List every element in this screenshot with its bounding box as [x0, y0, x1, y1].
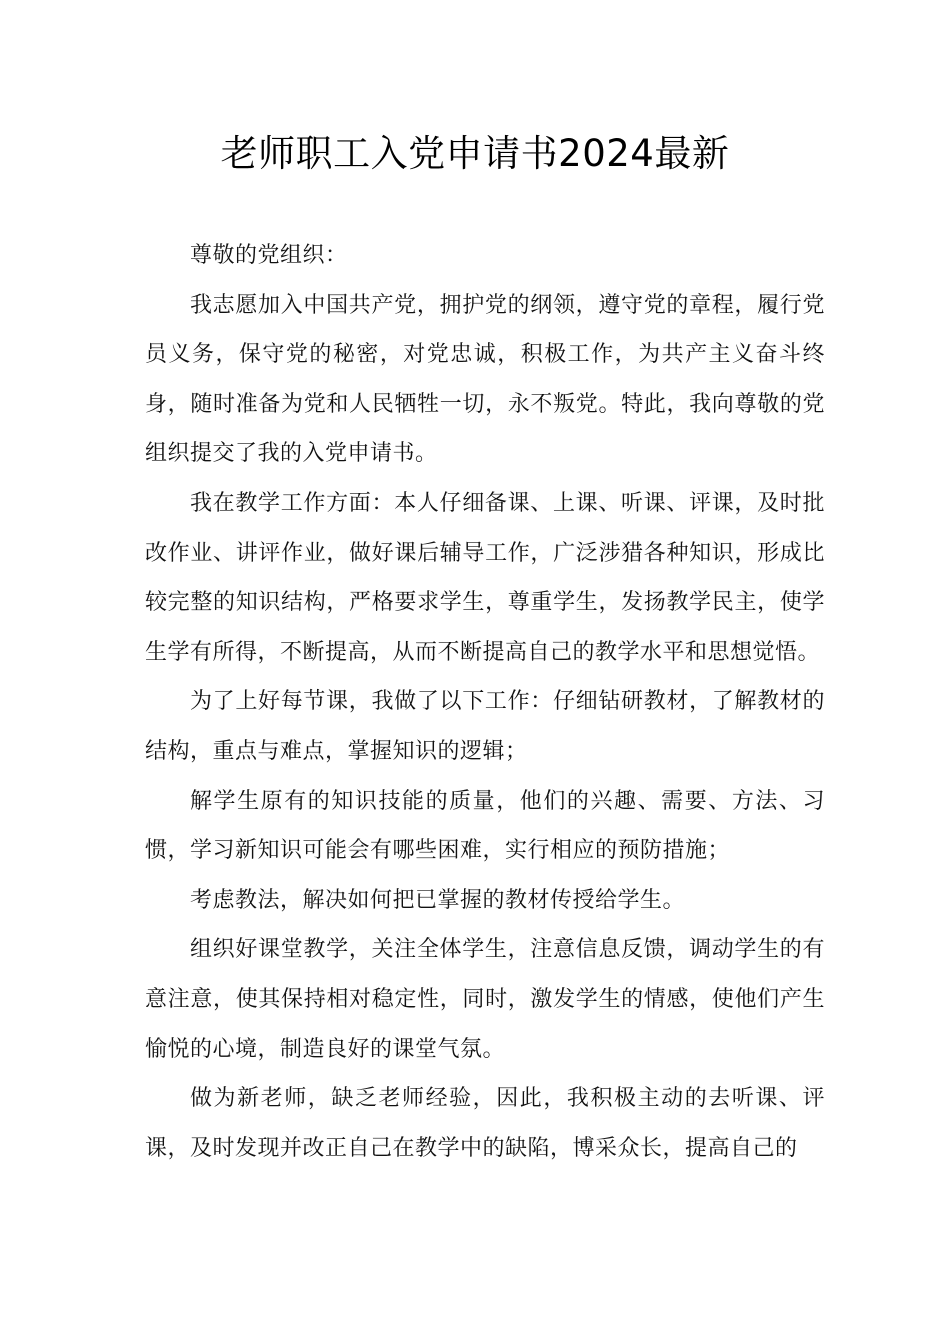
paragraph: 做为新老师，缺乏老师经验，因此，我积极主动的去听课、评课，及时发现并改正自己在教学中的缺陷，博采众长，提高自己的: [145, 1086, 825, 1161]
paragraph: 考虑教法，解决如何把已掌握的教材传授给学生。: [190, 887, 686, 913]
document-title: 老师职工入党申请书2024最新: [220, 132, 730, 175]
salutation: 尊敬的党组织：: [190, 243, 348, 268]
paragraph: 我志愿加入中国共产党，拥护党的纲领，遵守党的章程，履行党员义务，保守党的秘密，对党忠诚，积极工作，为共产主义奋斗终身，随时准备为党和人民牺牲一切，永不叛党。特此，我向尊敬的党组织提交了我的入党申请书。: [145, 292, 825, 467]
document-body: [145, 231, 825, 1173]
paragraph: 为了上好每节课，我做了以下工作：仔细钻研教材，了解教材的结构，重点与难点，掌握知识的逻辑；: [145, 689, 825, 764]
paragraph: 组织好课堂教学，关注全体学生，注意信息反馈，调动学生的有意注意，使其保持相对稳定性，同时，激发学生的情感，使他们产生愉悦的心境，制造良好的课堂气氛。: [145, 937, 825, 1062]
paragraph: 解学生原有的知识技能的质量，他们的兴趣、需要、方法、习惯，学习新知识可能会有哪些困难，实行相应的预防措施；: [145, 788, 825, 864]
paragraph: 我在教学工作方面：本人仔细备课、上课、听课、评课，及时批改作业、讲评作业，做好课后辅导工作，广泛涉猎各种知识，形成比较完整的知识结构，严格要求学生，尊重学生，发扬教学民主，使学生学有所得，不断提高，从而不断提高自己的教学水平和思想觉悟。: [145, 490, 825, 665]
